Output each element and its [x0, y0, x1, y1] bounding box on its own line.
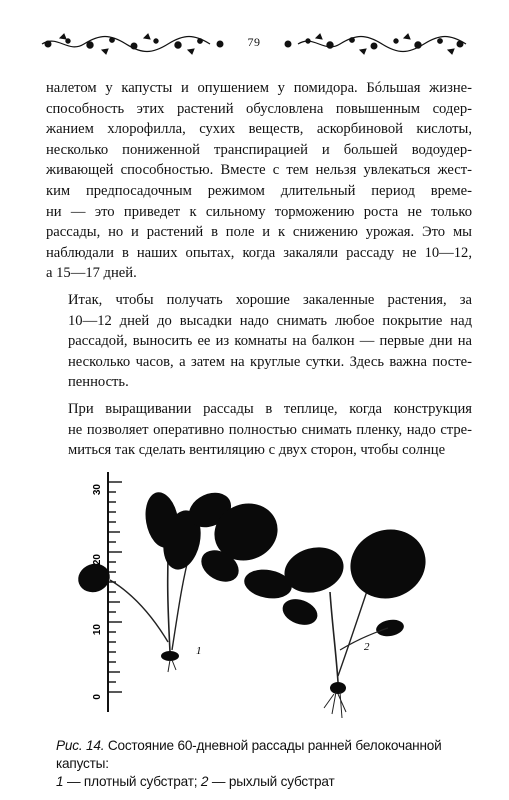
ruler-label-0: 0: [92, 694, 103, 700]
text-line: рассады, но и растений в поле и к снижению урожая. Это мы: [46, 224, 472, 241]
paragraph: [46, 399, 472, 461]
text-line: пенность.: [68, 374, 129, 391]
caption-text-2: — рыхлый субстрат: [211, 774, 335, 789]
text-line: ни — это приведет к сильному торможению роста не только: [46, 203, 472, 220]
page-header: [38, 30, 470, 58]
plant-label-1: 1: [196, 645, 202, 657]
ruler-label-20: 20: [92, 554, 103, 566]
body-text: [46, 78, 472, 467]
text-line: наблюдали в наших опытах, когда закаляли рассаду не 10—12,: [46, 244, 472, 261]
caption-title: Состояние 60-дневной рассады ранней белокочанной капусты:: [56, 738, 442, 771]
ruler-label-30: 30: [92, 484, 103, 496]
text-line: 10—12 дней до высадки надо снимать любое покрытие над: [68, 312, 472, 329]
cabbage-seedlings-figure: [70, 462, 450, 730]
text-line: ким предпосадочным режимом длительный период време-: [46, 182, 472, 199]
caption-num-1: 1: [56, 774, 64, 789]
text-line: рассадой, выносить ее из комнаты на балкон — первые дни на: [68, 333, 472, 350]
caption-prefix: Рис. 14.: [56, 738, 105, 753]
text-line: несколько пониженной транспирацией и большей водоудер-: [46, 141, 472, 158]
text-line: способность этих растений обусловлена повышенным содер-: [46, 100, 472, 117]
ruler-label-10: 10: [92, 624, 103, 636]
caption-num-2: 2: [200, 774, 209, 789]
text-line: Итак, чтобы получать хорошие закаленные растения, за: [68, 291, 472, 308]
plant-label-2: 2: [364, 641, 370, 653]
caption-line-2: [56, 773, 476, 791]
text-line: налетом у капусты и опушением у помидора. Бóльшая жизне-: [46, 80, 472, 96]
text-line: живающей способностью. Вместе с тем нельзя увлекаться жест-: [46, 162, 472, 179]
text-line: не позволяет оперативно полностью снимать пленку, надо стре-: [68, 421, 472, 438]
text-line: несколько часов, а затем на круглые сутки. Здесь важна посте-: [68, 353, 472, 370]
figure-caption: [56, 737, 476, 791]
paragraph: [46, 78, 472, 284]
text-line: а 15—17 дней.: [46, 265, 137, 282]
text-line: При выращивании рассады в теплице, когда конструкция: [68, 400, 472, 417]
paragraph: [46, 290, 472, 393]
caption-line-1: [56, 737, 476, 773]
text-line: жанием хлорофилла, сухих веществ, аскорбиновой кислоты,: [46, 121, 472, 138]
caption-text-1: — плотный субстрат;: [66, 774, 198, 789]
floral-ornament-right: [280, 32, 470, 56]
page-number: 79: [247, 35, 261, 49]
seedling-2: [242, 519, 435, 718]
ruler: [92, 472, 122, 712]
text-line: миться так сделать вентиляцию с двух сторон, чтобы солнце: [68, 442, 446, 459]
